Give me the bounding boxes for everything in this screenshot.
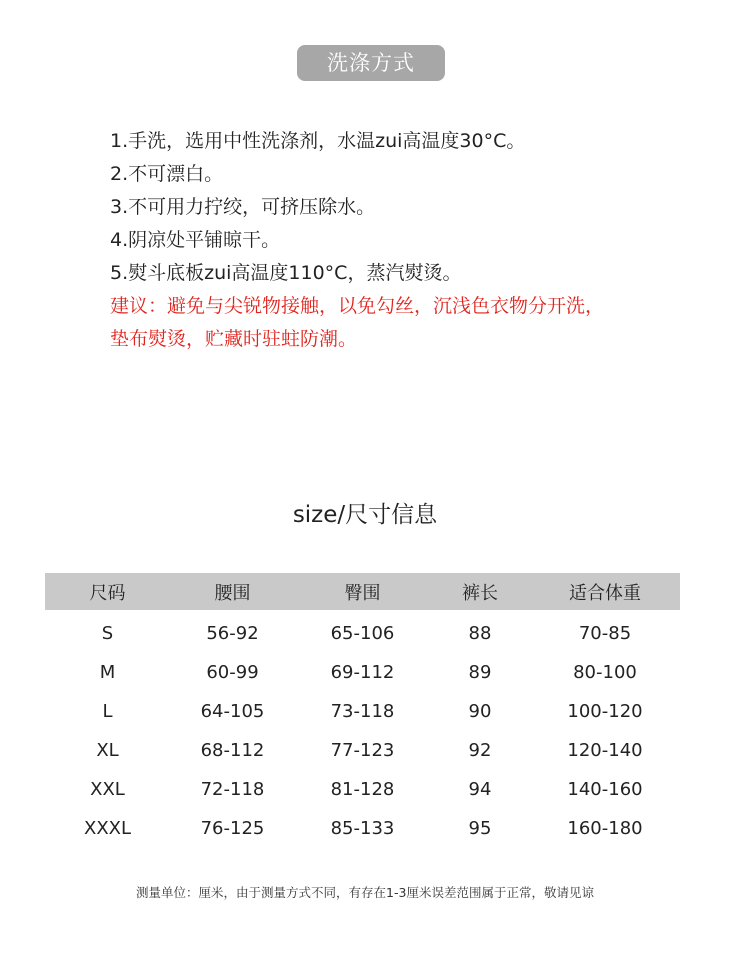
column-header-waist: 腰围	[170, 573, 295, 610]
care-item: 4.阴凉处平铺晾干。	[110, 229, 281, 251]
care-item: 2.不可漂白。	[110, 163, 224, 185]
cell-hip: 69-112	[330, 662, 395, 683]
cell-length: 90	[468, 701, 492, 722]
cell-size: XL	[96, 740, 119, 761]
care-instructions-list	[110, 125, 710, 356]
cell-hip: 81-128	[330, 779, 395, 800]
wash-method-badge: 洗涤方式	[297, 45, 445, 81]
care-item: 1.手洗，选用中性洗涤剂，水温zui高温度30°C。	[110, 130, 526, 152]
table-row	[45, 610, 680, 653]
care-advice-line: 垫布熨烫，贮藏时驻蛀防潮。	[110, 328, 358, 350]
table-row	[45, 731, 680, 770]
cell-size: L	[102, 701, 113, 722]
cell-hip: 73-118	[330, 701, 395, 722]
column-header-size: 尺码	[45, 573, 170, 610]
size-table-header	[45, 573, 680, 610]
size-info-title: size/尺寸信息	[292, 502, 438, 528]
column-header-hip: 臀围	[295, 573, 430, 610]
table-row	[45, 770, 680, 809]
measurement-footnote: 测量单位：厘米，由于测量方式不同，有存在1-3厘米误差范围属于正常，敬请见谅	[136, 885, 594, 900]
table-row	[45, 653, 680, 692]
cell-hip: 77-123	[330, 740, 395, 761]
column-header-weight: 适合体重	[530, 573, 680, 610]
table-row	[45, 692, 680, 731]
cell-size: S	[101, 623, 114, 644]
care-item: 5.熨斗底板zui高温度110°C，蒸汽熨烫。	[110, 262, 462, 284]
cell-hip: 85-133	[330, 818, 395, 839]
cell-waist: 76-125	[200, 818, 265, 839]
column-header-length: 裤长	[430, 573, 530, 610]
care-item: 3.不可用力拧绞，可挤压除水。	[110, 196, 376, 218]
cell-size: XXXL	[83, 818, 132, 839]
cell-length: 95	[468, 818, 492, 839]
cell-waist: 72-118	[200, 779, 265, 800]
table-row	[45, 809, 680, 848]
cell-weight: 160-180	[567, 818, 643, 839]
cell-length: 88	[468, 623, 492, 644]
cell-waist: 60-99	[206, 662, 259, 683]
cell-length: 94	[468, 779, 492, 800]
cell-weight: 80-100	[573, 662, 637, 683]
cell-waist: 68-112	[200, 740, 265, 761]
cell-weight: 100-120	[567, 701, 643, 722]
cell-length: 89	[468, 662, 492, 683]
cell-waist: 56-92	[206, 623, 259, 644]
cell-hip: 65-106	[330, 623, 395, 644]
cell-length: 92	[468, 740, 492, 761]
size-table	[45, 573, 680, 848]
cell-weight: 120-140	[567, 740, 643, 761]
cell-waist: 64-105	[200, 701, 265, 722]
care-advice-line: 建议：避免与尖锐物接触，以免勾丝，沉浅色衣物分开洗，	[110, 295, 605, 317]
cell-weight: 140-160	[567, 779, 643, 800]
cell-size: XXL	[90, 779, 125, 800]
cell-weight: 70-85	[578, 623, 632, 644]
cell-size: M	[99, 662, 116, 683]
